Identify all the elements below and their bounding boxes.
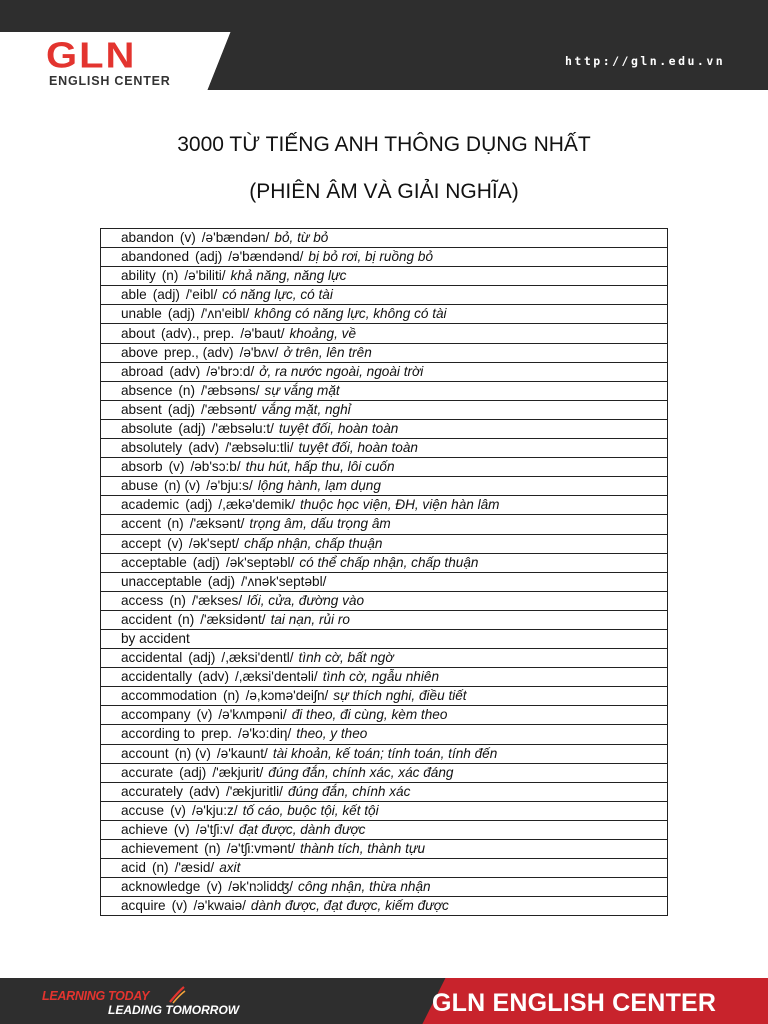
entry-word: abroad: [121, 363, 164, 379]
entry-meaning: đúng đắn, chính xác, xác đáng: [268, 764, 454, 780]
entry-ipa: /,æksi'dentl/: [221, 650, 294, 666]
entry-ipa: /ə'baut/: [240, 325, 285, 341]
table-row: [101, 343, 668, 362]
table-cell: [101, 343, 668, 362]
entry-pos: (n): [169, 592, 186, 608]
entry-pos: prep., (adv): [164, 344, 234, 360]
entry-word: abuse: [121, 478, 159, 494]
entry-word: accidentally: [121, 669, 193, 685]
entry-pos: (v): [179, 230, 196, 246]
entry-pos: (n): [177, 611, 195, 627]
entry-pos: (v): [206, 879, 223, 895]
entry-pos: (adj): [195, 249, 223, 265]
entry-ipa: /'ækses/: [191, 592, 243, 608]
entry-ipa: /'æksidənt/: [200, 611, 266, 627]
table-cell: [101, 878, 668, 897]
entry-ipa: /'ækjuritli/: [225, 783, 283, 799]
entry-pos: (v): [170, 802, 186, 818]
entry-meaning: tuyệt đối, hoàn toàn: [298, 440, 418, 456]
entry-ipa: /ə,kɔmə'deiʃn/: [245, 688, 329, 704]
entry-ipa: /ə'tʃi:v/: [195, 821, 234, 837]
table-cell: [101, 610, 668, 629]
table-cell: [101, 477, 668, 496]
entry-word: according to: [121, 726, 196, 742]
table-cell: [101, 553, 668, 572]
entry-word: about: [121, 325, 156, 341]
entry-word: absolutely: [121, 440, 183, 456]
entry-pos: (n): [222, 688, 240, 704]
table-row: [101, 897, 668, 916]
footer-brand: GLN ENGLISH CENTER: [432, 989, 717, 1017]
table-cell: [101, 534, 668, 553]
entry-word: account: [121, 745, 169, 761]
table-cell: [101, 229, 668, 248]
table-row: [101, 419, 668, 438]
table-row: [101, 668, 668, 687]
entry-word: accident: [121, 611, 172, 627]
table-row: [101, 305, 668, 324]
entry-word: absorb: [121, 459, 163, 475]
entry-pos: (adj): [152, 287, 180, 303]
entry-meaning: khả năng, năng lực: [230, 268, 347, 284]
entry-ipa: /ək'sept/: [188, 535, 240, 551]
entry-meaning: tình cờ, bất ngờ: [298, 650, 394, 666]
entry-pos: (n) (v): [164, 478, 201, 494]
entry-meaning: lộng hành, lạm dụng: [257, 478, 381, 494]
entry-ipa: /'ækjurit/: [212, 764, 264, 780]
entry-ipa: /'æksənt/: [189, 516, 245, 532]
table-cell: [101, 859, 668, 878]
entry-meaning: tình cờ, ngẫu nhiên: [322, 669, 440, 685]
entry-meaning: ở trên, lên trên: [283, 344, 372, 360]
entry-meaning: trọng âm, dấu trọng âm: [249, 516, 391, 532]
entry-pos: (v): [168, 459, 185, 475]
entry-pos: (adv): [188, 783, 220, 799]
entry-pos: (v): [196, 707, 213, 723]
entry-word: accent: [121, 516, 162, 532]
table-row: [101, 591, 668, 610]
entry-word: acquire: [121, 898, 166, 914]
entry-pos: (adv): [188, 440, 220, 456]
entry-meaning: tuyệt đối, hoàn toàn: [278, 420, 399, 436]
table-cell: [101, 725, 668, 744]
entry-word: accidental: [121, 650, 183, 666]
entry-ipa: /ə'biliti/: [184, 268, 226, 284]
table-row: [101, 744, 668, 763]
entry-meaning: tai nạn, rủi ro: [270, 611, 350, 627]
table-cell: [101, 668, 668, 687]
table-cell: [101, 248, 668, 267]
table-cell: [101, 515, 668, 534]
table-cell: [101, 267, 668, 286]
entry-meaning: sự thích nghi, điều tiết: [333, 688, 467, 704]
entry-ipa: /ə'kʌmpəni/: [218, 707, 287, 723]
entry-word: acceptable: [121, 554, 187, 570]
entry-word: access: [121, 592, 164, 608]
entry-meaning: thu hút, hấp thu, lôi cuốn: [245, 459, 395, 475]
table-row: [101, 400, 668, 419]
table-cell: [101, 591, 668, 610]
entry-meaning: bị bỏ rơi, bị ruồng bỏ: [308, 249, 434, 265]
page-title: 3000 TỪ TIẾNG ANH THÔNG DỤNG NHẤT: [177, 133, 591, 156]
table-row: [101, 610, 668, 629]
table-row: [101, 553, 668, 572]
entry-word: absolute: [121, 420, 173, 436]
entry-meaning: đi theo, đi cùng, kèm theo: [291, 707, 448, 723]
entry-pos: (adj): [167, 306, 196, 322]
entry-pos: (adj): [192, 554, 220, 570]
entry-word: achieve: [121, 821, 168, 837]
entry-meaning: công nhận, thừa nhận: [298, 879, 431, 895]
entry-pos: (n): [167, 516, 184, 532]
table-row: [101, 458, 668, 477]
entry-word: absence: [121, 382, 173, 398]
entry-ipa: /ə'bʌv/: [239, 344, 279, 360]
entry-meaning: không có năng lực, không có tài: [254, 306, 447, 322]
entry-pos: (n) (v): [174, 745, 211, 761]
table-row: [101, 687, 668, 706]
entry-pos: (adj): [188, 650, 216, 666]
table-cell: [101, 782, 668, 801]
entry-meaning: đạt được, dành được: [238, 821, 366, 837]
entry-pos: (n): [161, 268, 179, 284]
entry-ipa: /'æbsəns/: [201, 382, 260, 398]
entry-word: accompany: [121, 707, 191, 723]
entry-meaning: vắng mặt, nghỉ: [261, 401, 351, 417]
entry-pos: (v): [173, 821, 190, 837]
logo-subtitle: ENGLISH CENTER: [49, 74, 171, 88]
table-row: [101, 267, 668, 286]
entry-word: ability: [121, 268, 156, 284]
entry-meaning: axit: [219, 860, 241, 876]
table-cell: [101, 286, 668, 305]
table-row: [101, 840, 668, 859]
table-cell: [101, 763, 668, 782]
entry-pos: (n): [204, 841, 221, 857]
entry-word: absent: [121, 401, 162, 417]
entry-meaning: đúng đắn, chính xác: [287, 783, 411, 799]
entry-ipa: /'ʌn'eibl/: [201, 306, 250, 322]
table-row: [101, 763, 668, 782]
table-row: [101, 381, 668, 400]
entry-word: accuse: [121, 802, 165, 818]
table-row: [101, 324, 668, 343]
page-subtitle: (PHIÊN ÂM VÀ GIẢI NGHĨA): [249, 180, 519, 203]
table-row: [101, 878, 668, 897]
entry-ipa: /ə'tʃi:vmənt/: [226, 841, 296, 857]
table-cell: [101, 572, 668, 591]
site-url: http://gln.edu.vn: [565, 54, 726, 68]
entry-meaning: chấp nhận, chấp thuận: [244, 535, 383, 551]
entry-meaning: tố cáo, buộc tội, kết tội: [242, 802, 379, 818]
vocabulary-table: [100, 228, 668, 916]
table-row: [101, 496, 668, 515]
entry-meaning: khoảng, về: [289, 325, 357, 341]
table-cell: [101, 801, 668, 820]
logo-text: GLN: [46, 36, 137, 76]
entry-meaning: theo, y theo: [296, 726, 368, 742]
table-row: [101, 534, 668, 553]
table-row: [101, 248, 668, 267]
table-row: [101, 706, 668, 725]
entry-word: abandon: [121, 230, 174, 246]
table-cell: [101, 687, 668, 706]
table-cell: [101, 362, 668, 381]
entry-pos: prep.: [201, 726, 233, 742]
entry-ipa: /'eibl/: [185, 287, 218, 303]
entry-pos: (adj): [179, 764, 207, 780]
entry-word: acid: [121, 860, 146, 876]
entry-meaning: thuộc học viện, ĐH, viện hàn lâm: [300, 497, 500, 513]
gln-logo: [46, 38, 186, 90]
table-row: [101, 229, 668, 248]
entry-meaning: tài khoản, kế toán; tính toán, tính đến: [272, 745, 498, 761]
entry-pos: (adv)., prep.: [161, 325, 235, 341]
entry-pos: (adj): [178, 420, 206, 436]
footer-band: [0, 978, 768, 1024]
entry-word: accept: [121, 535, 162, 551]
entry-ipa: /ə'kaunt/: [216, 745, 268, 761]
table-row: [101, 286, 668, 305]
entry-pos: (n): [151, 860, 169, 876]
entry-pos: (adv): [169, 363, 201, 379]
entry-meaning: thành tích, thành tựu: [300, 841, 426, 857]
table-row: [101, 725, 668, 744]
table-row: [101, 439, 668, 458]
table-cell: [101, 820, 668, 839]
entry-ipa: /'æbsəlu:t/: [211, 420, 274, 436]
table-cell: [101, 706, 668, 725]
entry-pos: (adj): [207, 573, 236, 589]
entry-meaning: lối, cửa, đường vào: [247, 592, 365, 608]
entry-pos: (adv): [198, 669, 230, 685]
table-cell: [101, 744, 668, 763]
table-cell: [101, 840, 668, 859]
entry-ipa: /'æbsəlu:tli/: [225, 440, 294, 456]
entry-ipa: /ək'septəbl/: [225, 554, 295, 570]
table-row: [101, 629, 668, 648]
entry-pos: (v): [167, 535, 183, 551]
slogan-line2: LEADING TOMORROW: [108, 1003, 240, 1017]
table-cell: [101, 458, 668, 477]
table-cell: [101, 649, 668, 668]
entry-meaning: có thể chấp nhận, chấp thuận: [299, 554, 479, 570]
table-cell: [101, 381, 668, 400]
entry-ipa: /ək'nɔlidʤ/: [228, 879, 294, 895]
entry-ipa: /'æbsənt/: [201, 401, 257, 417]
table-cell: [101, 897, 668, 916]
table-cell: [101, 629, 668, 648]
entry-word: academic: [121, 497, 180, 513]
table-row: [101, 477, 668, 496]
entry-meaning: có năng lực, có tài: [222, 287, 333, 303]
entry-ipa: /,ækə'demik/: [218, 497, 296, 513]
entry-word: acknowledge: [121, 879, 201, 895]
entry-pos: (adj): [167, 401, 196, 417]
entry-word: achievement: [121, 841, 199, 857]
entry-pos: (n): [178, 382, 196, 398]
table-row: [101, 859, 668, 878]
entry-word: unacceptable: [121, 573, 202, 589]
entry-word: accurate: [121, 764, 174, 780]
entry-meaning: ở, ra nước ngoài, ngoài trời: [259, 363, 424, 379]
swoosh-icon: [166, 984, 188, 1006]
entry-ipa: /ə'bju:s/: [206, 478, 253, 494]
table-cell: [101, 324, 668, 343]
table-cell: [101, 305, 668, 324]
entry-meaning: bỏ, từ bỏ: [274, 230, 329, 246]
entry-ipa: /,æksi'dentəli/: [235, 669, 318, 685]
entry-meaning: sự vắng mặt: [264, 382, 340, 398]
table-cell: [101, 419, 668, 438]
entry-ipa: /ə'bændən/: [201, 230, 270, 246]
entry-ipa: /ə'bændənd/: [228, 249, 304, 265]
entry-word: accommodation: [121, 688, 217, 704]
entry-word: able: [121, 287, 147, 303]
entry-ipa: /'æsid/: [174, 860, 215, 876]
entry-ipa: /'ʌnək'septəbl/: [241, 573, 327, 589]
table-row: [101, 649, 668, 668]
header-top-bar: [0, 0, 768, 32]
entry-word: by accident: [121, 631, 190, 647]
entry-word: abandoned: [121, 249, 190, 265]
table-row: [101, 572, 668, 591]
entry-word: above: [121, 344, 159, 360]
table-cell: [101, 439, 668, 458]
entry-word: accurately: [121, 783, 183, 799]
table-cell: [101, 496, 668, 515]
table-row: [101, 362, 668, 381]
table-row: [101, 515, 668, 534]
table-row: [101, 801, 668, 820]
table-row: [101, 820, 668, 839]
slogan-line1: LEARNING TODAY: [42, 989, 150, 1003]
entry-pos: (adj): [185, 497, 213, 513]
table-cell: [101, 400, 668, 419]
entry-ipa: /ə'kju:z/: [191, 802, 238, 818]
entry-ipa: /ə'brɔ:d/: [206, 363, 255, 379]
entry-word: unable: [121, 306, 162, 322]
table-row: [101, 782, 668, 801]
entry-ipa: /ə'kɔ:diη/: [238, 726, 292, 742]
entry-ipa: /əb'sɔ:b/: [190, 459, 241, 475]
entry-ipa: /ə'kwaiə/: [193, 898, 246, 914]
entry-meaning: dành được, đạt được, kiếm được: [250, 898, 449, 914]
entry-pos: (v): [171, 898, 188, 914]
